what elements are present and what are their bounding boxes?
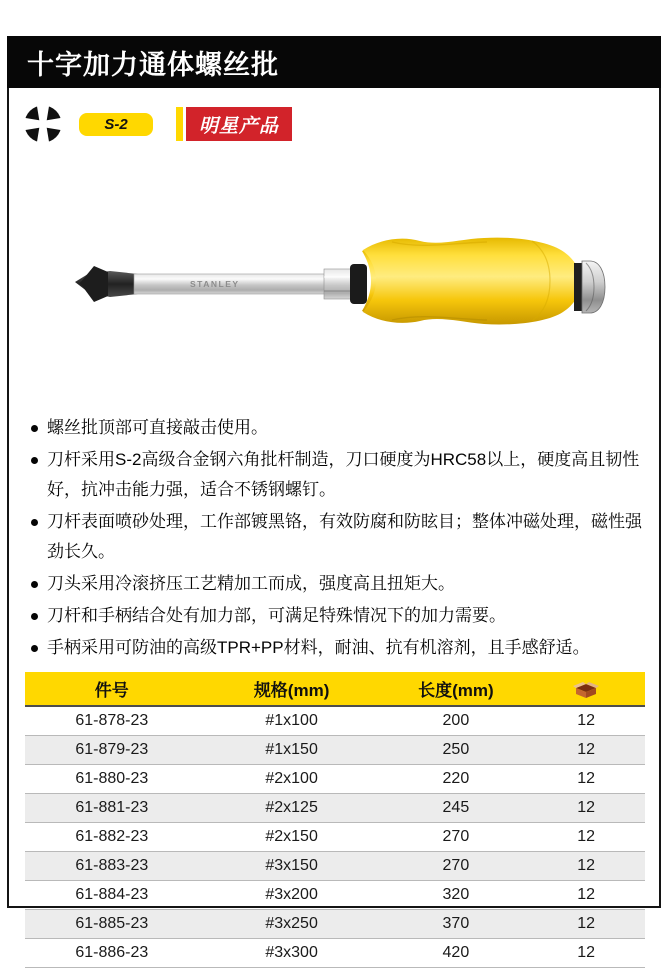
cell-part: 61-882-23 <box>25 823 199 852</box>
cell-part: 61-886-23 <box>25 939 199 968</box>
cell-pack: 12 <box>527 736 645 765</box>
table-row <box>25 852 645 881</box>
title-bar <box>7 36 661 88</box>
handle-collar <box>350 264 367 304</box>
cell-part: 61-884-23 <box>25 881 199 910</box>
cell-pack: 12 <box>527 823 645 852</box>
cell-pack: 12 <box>527 881 645 910</box>
handle-body <box>363 238 580 325</box>
spec-table-header <box>25 672 645 706</box>
star-badge-stripe <box>176 107 183 141</box>
col-header-pack <box>527 672 645 706</box>
col-header-spec: 规格(mm) <box>199 672 385 706</box>
cell-pack: 12 <box>527 910 645 939</box>
cell-length: 320 <box>385 881 528 910</box>
spec-table-body <box>25 706 645 968</box>
driver-tip-wing <box>80 266 108 302</box>
cell-length: 245 <box>385 794 528 823</box>
screwdriver-product-image <box>62 211 622 351</box>
spec-table <box>25 672 645 968</box>
s2-badge <box>79 113 153 136</box>
cell-length: 370 <box>385 910 528 939</box>
table-row <box>25 706 645 736</box>
product-image-area <box>62 211 622 351</box>
s2-badge-label: S-2 <box>104 115 128 133</box>
feature-item: 刀杆和手柄结合处有加力部，可满足特殊情况下的加力需要。 <box>29 601 645 631</box>
cell-spec: #1x150 <box>199 736 385 765</box>
col-header-length: 长度(mm) <box>385 672 528 706</box>
badge-row <box>24 105 659 143</box>
table-row <box>25 939 645 968</box>
cell-spec: #3x300 <box>199 939 385 968</box>
cell-pack: 12 <box>527 765 645 794</box>
hex-bolster <box>324 269 351 299</box>
cell-part: 61-881-23 <box>25 794 199 823</box>
cell-spec: #2x100 <box>199 765 385 794</box>
cell-pack: 12 <box>527 939 645 968</box>
catalog-page-frame <box>7 36 661 961</box>
feature-item: 螺丝批顶部可直接敲击使用。 <box>29 413 645 443</box>
cell-spec: #3x150 <box>199 852 385 881</box>
table-row <box>25 794 645 823</box>
phillips-driver-icon <box>24 105 62 143</box>
cell-length: 250 <box>385 736 528 765</box>
cell-pack: 12 <box>527 852 645 881</box>
cell-spec: #3x200 <box>199 881 385 910</box>
cell-part: 61-885-23 <box>25 910 199 939</box>
feature-item: 刀头采用冷滚挤压工艺精加工而成，强度高且扭矩大。 <box>29 569 645 599</box>
cell-pack: 12 <box>527 794 645 823</box>
feature-item: 刀杆采用S-2高级合金钢六角批杆制造，刀口硬度为HRC58以上，硬度高且韧性好，抗冲击能力强，适合不锈钢螺钉。 <box>29 445 645 505</box>
star-badge-label: 明星产品 <box>186 107 292 141</box>
cell-spec: #3x250 <box>199 910 385 939</box>
cell-length: 270 <box>385 823 528 852</box>
cell-length: 220 <box>385 765 528 794</box>
table-row <box>25 881 645 910</box>
cell-part: 61-878-23 <box>25 706 199 736</box>
table-row <box>25 910 645 939</box>
cell-spec: #2x125 <box>199 794 385 823</box>
cell-length: 420 <box>385 939 528 968</box>
table-row <box>25 736 645 765</box>
cell-part: 61-879-23 <box>25 736 199 765</box>
page-title: 十字加力通体螺丝批 <box>27 49 279 80</box>
cell-spec: #1x100 <box>199 706 385 736</box>
cell-length: 200 <box>385 706 528 736</box>
star-product-badge <box>176 107 292 141</box>
cell-pack: 12 <box>527 706 645 736</box>
col-header-part: 件号 <box>25 672 199 706</box>
carton-box-icon <box>573 680 599 699</box>
table-row <box>25 823 645 852</box>
cell-length: 270 <box>385 852 528 881</box>
cell-part: 61-880-23 <box>25 765 199 794</box>
feature-item: 刀杆表面喷砂处理，工作部镀黑铬，有效防腐和防眩目；整体冲磁处理，磁性强劲长久。 <box>29 507 645 567</box>
cell-spec: #2x150 <box>199 823 385 852</box>
feature-item: 手柄采用可防油的高级TPR+PP材料，耐油、抗有机溶剂，且手感舒适。 <box>29 633 645 663</box>
feature-list <box>29 413 645 663</box>
shaft-brand-text: STANLEY <box>190 279 240 289</box>
cell-part: 61-883-23 <box>25 852 199 881</box>
table-row <box>25 765 645 794</box>
